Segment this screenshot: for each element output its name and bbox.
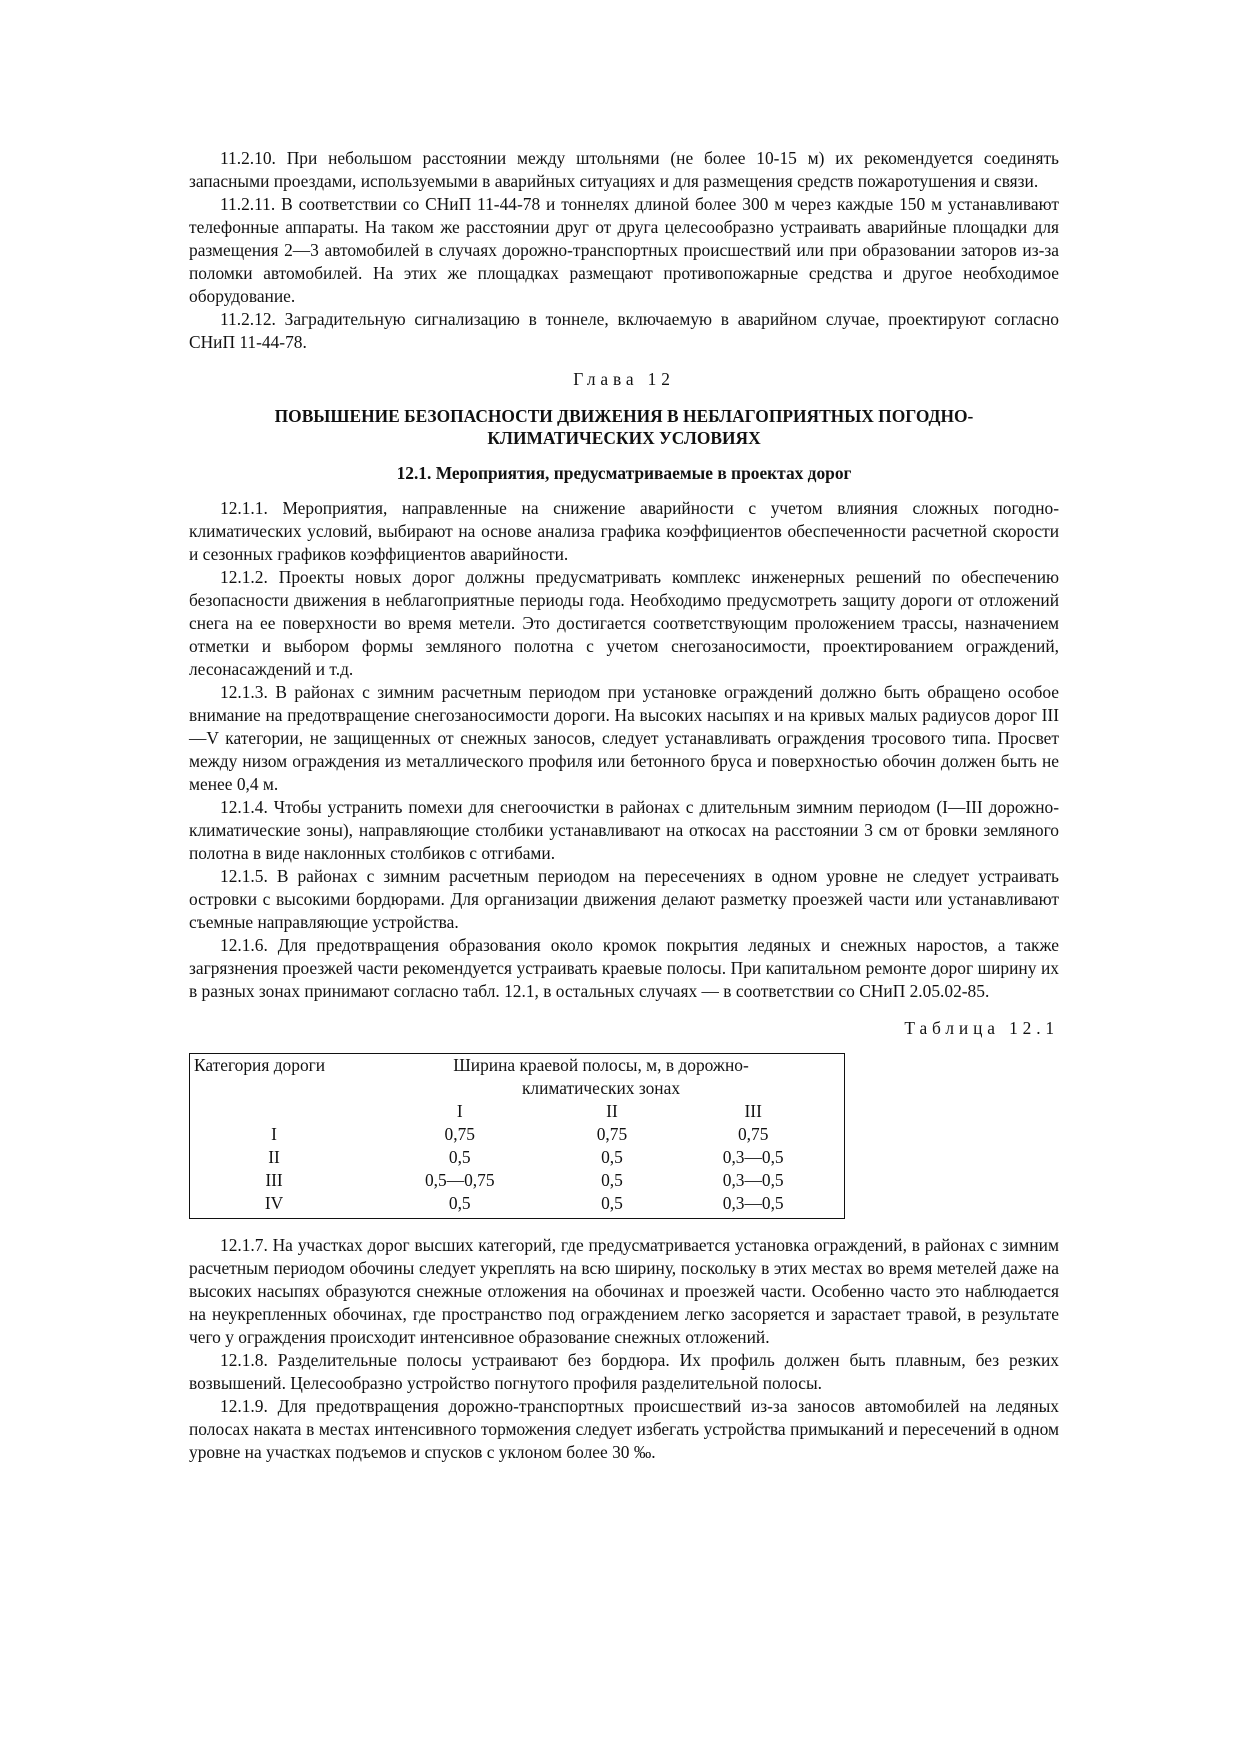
value-cell: 0,5 [448, 1193, 471, 1213]
category-cell: II [268, 1147, 280, 1167]
table-row [190, 1146, 845, 1169]
value-cell: 0,5 [601, 1147, 623, 1167]
paragraph-12-1-9: 12.1.9. Для предотвращения дорожно-транспортных происшествий из-за заносов автомобилей на ледяных полосах наката в местах интенсивного торможения следует избегать устройства примыканий и пересечений в одном уровне на участках подъемов и спусков с уклоном более 30 ‰. [189, 1396, 1059, 1462]
category-cell: IV [264, 1193, 284, 1213]
table-header-row [190, 1054, 845, 1101]
paragraphs-after-table [189, 1234, 1059, 1464]
value-cell: 0,75 [737, 1124, 769, 1144]
section-title: 12.1. Мероприятия, предусматриваемые в проектах дорог [396, 463, 852, 483]
paragraph-12-1-8: 12.1.8. Разделительные полосы устраивают без бордюра. Их профиль должен быть плавным, без резких возвышений. Целесообразно устройство погнутого профиля разделительной полосы. [189, 1350, 1059, 1393]
header-width-line1: Ширина краевой полосы, м, в дорожно- [453, 1055, 749, 1075]
table-row [190, 1169, 845, 1192]
paragraph-12-1-7: 12.1.7. На участках дорог высших категорий, где предусматривается установка ограждений, в районах с зимним расчетным периодом обочины следует укреплять на всю ширину, поскольку в этих местах во время метелей даже на высоких насыпях образуются снежные отложения на обочинах и проезжей части. Особенно часто это наблюдается на неукрепленных обочинах, где пространство под ограждением легко засоряется и зарастает травой, в результате чего у ограждения происходит интенсивное образование снежных отложений. [189, 1235, 1059, 1347]
table-row [190, 1123, 845, 1146]
value-cell: 0,75 [596, 1124, 628, 1144]
value-cell: 0,5 [601, 1193, 623, 1213]
category-cell: III [265, 1170, 283, 1190]
value-cell: 0,5 [601, 1170, 623, 1190]
category-cell: I [271, 1124, 277, 1144]
value-cell: 0,5—0,75 [424, 1170, 495, 1190]
zone-header: III [744, 1101, 762, 1121]
paragraph-12-1-1: 12.1.1. Мероприятия, направленные на снижение аварийности с учетом влияния сложных погодно-климатических условий, выбирают на основе анализа графика коэффициентов обеспеченности расчетной скорости и сезонных графиков коэффициентов аварийности. [189, 498, 1059, 564]
value-cell: 0,3—0,5 [722, 1147, 784, 1167]
chapter-title-line2: КЛИМАТИЧЕСКИХ УСЛОВИЯХ [487, 428, 761, 448]
zones-empty-cell [190, 1100, 359, 1123]
value-cell: 0,3—0,5 [722, 1170, 784, 1190]
paragraph-11-2-11: 11.2.11. В соответствии со СНиП 11-44-78 и тоннелях длиной более 300 м через каждые 150 м устанавливают телефонные аппараты. На таком же расстоянии друг от друга целесообразно устраивать аварийные площадки для размещения 2—3 автомобилей в случаях дорожно-транспортных происшествий или при образовании заторов из-за поломки автомобилей. На этих же площадках размещают противопожарные средства и другое необходимое оборудование. [189, 194, 1059, 306]
paragraph-11-2-12: 11.2.12. Заградительную сигнализацию в тоннеле, включаемую в аварийном случае, проектируют согласно СНиП 11-44-78. [189, 309, 1059, 352]
paragraph-12-1-5: 12.1.5. В районах с зимним расчетным периодом на пересечениях в одном уровне не следует устраивать островки с высокими бордюрами. Для организации движения делают разметку проезжей части или устанавливают съемные направляющие устройства. [189, 866, 1059, 932]
edge-strip-width-table [189, 1053, 845, 1219]
value-cell: 0,5 [448, 1147, 471, 1167]
header-category: Категория дороги [194, 1055, 326, 1075]
value-cell: 0,3—0,5 [722, 1193, 784, 1213]
table-caption: Таблица 12.1 [904, 1018, 1059, 1038]
paragraph-12-1-3: 12.1.3. В районах с зимним расчетным периодом при установке ограждений должно быть обращено особое внимание на предотвращение снегозаносимости дороги. На высоких насыпях и на кривых малых радиусов дорог III—V категории, не защищенных от снежных заносов, следует устанавливать ограждения тросового типа. Просвет между низом ограждения из металлического профиля или бетонного бруса и поверхностью обочин должен быть не менее 0,4 м. [189, 682, 1059, 794]
value-cell: 0,75 [444, 1124, 475, 1144]
chapter-title-line1: ПОВЫШЕНИЕ БЕЗОПАСНОСТИ ДВИЖЕНИЯ В НЕБЛАГОПРИЯТНЫХ ПОГОДНО- [274, 406, 974, 426]
zone-header: I [456, 1101, 463, 1121]
header-width [358, 1054, 845, 1101]
chapter-label: Глава 12 [573, 369, 675, 389]
paragraph-11-2-10: 11.2.10. При небольшом расстоянии между штольнями (не более 10-15 м) их рекомендуется соединять запасными проездами, используемыми в аварийных ситуациях и для размещения средств пожаротушения и связи. [189, 148, 1059, 191]
table-zones-row [190, 1100, 845, 1123]
header-width-line2: климатических зонах [521, 1078, 681, 1098]
paragraph-12-1-6: 12.1.6. Для предотвращения образования около кромок покрытия ледяных и снежных наростов, а также загрязнения проезжей части рекомендуется устраивать краевые полосы. При капитальном ремонте дорог ширину их в разных зонах принимают согласно табл. 12.1, в остальных случаях — в соответствии со СНиП 2.05.02-85. [189, 935, 1059, 1001]
paragraph-12-1-2: 12.1.2. Проекты новых дорог должны предусматривать комплекс инженерных решений по обеспечению безопасности движения в неблагоприятные периоды года. Необходимо предусмотреть защиту дороги от отложений снега на ее поверхности во время метели. Это достигается соответствующим проложением трассы, назначением отметки и выбором формы земляного полотна с учетом снегозаносимости, проектированием ограждений, лесонасаждений и т.д. [189, 567, 1059, 679]
table-row [190, 1192, 845, 1219]
paragraph-12-1-4: 12.1.4. Чтобы устранить помехи для снегоочистки в районах с длительным зимним периодом (I—III дорожно-климатические зоны), направляющие столбики устанавливают на откосах на расстоянии 3 см от бровки земляного полотна в виде наклонных столбиков с отгибами. [189, 797, 1059, 863]
document-page [189, 147, 1059, 1464]
chapter-title [189, 405, 1059, 449]
zone-header: II [606, 1101, 618, 1121]
